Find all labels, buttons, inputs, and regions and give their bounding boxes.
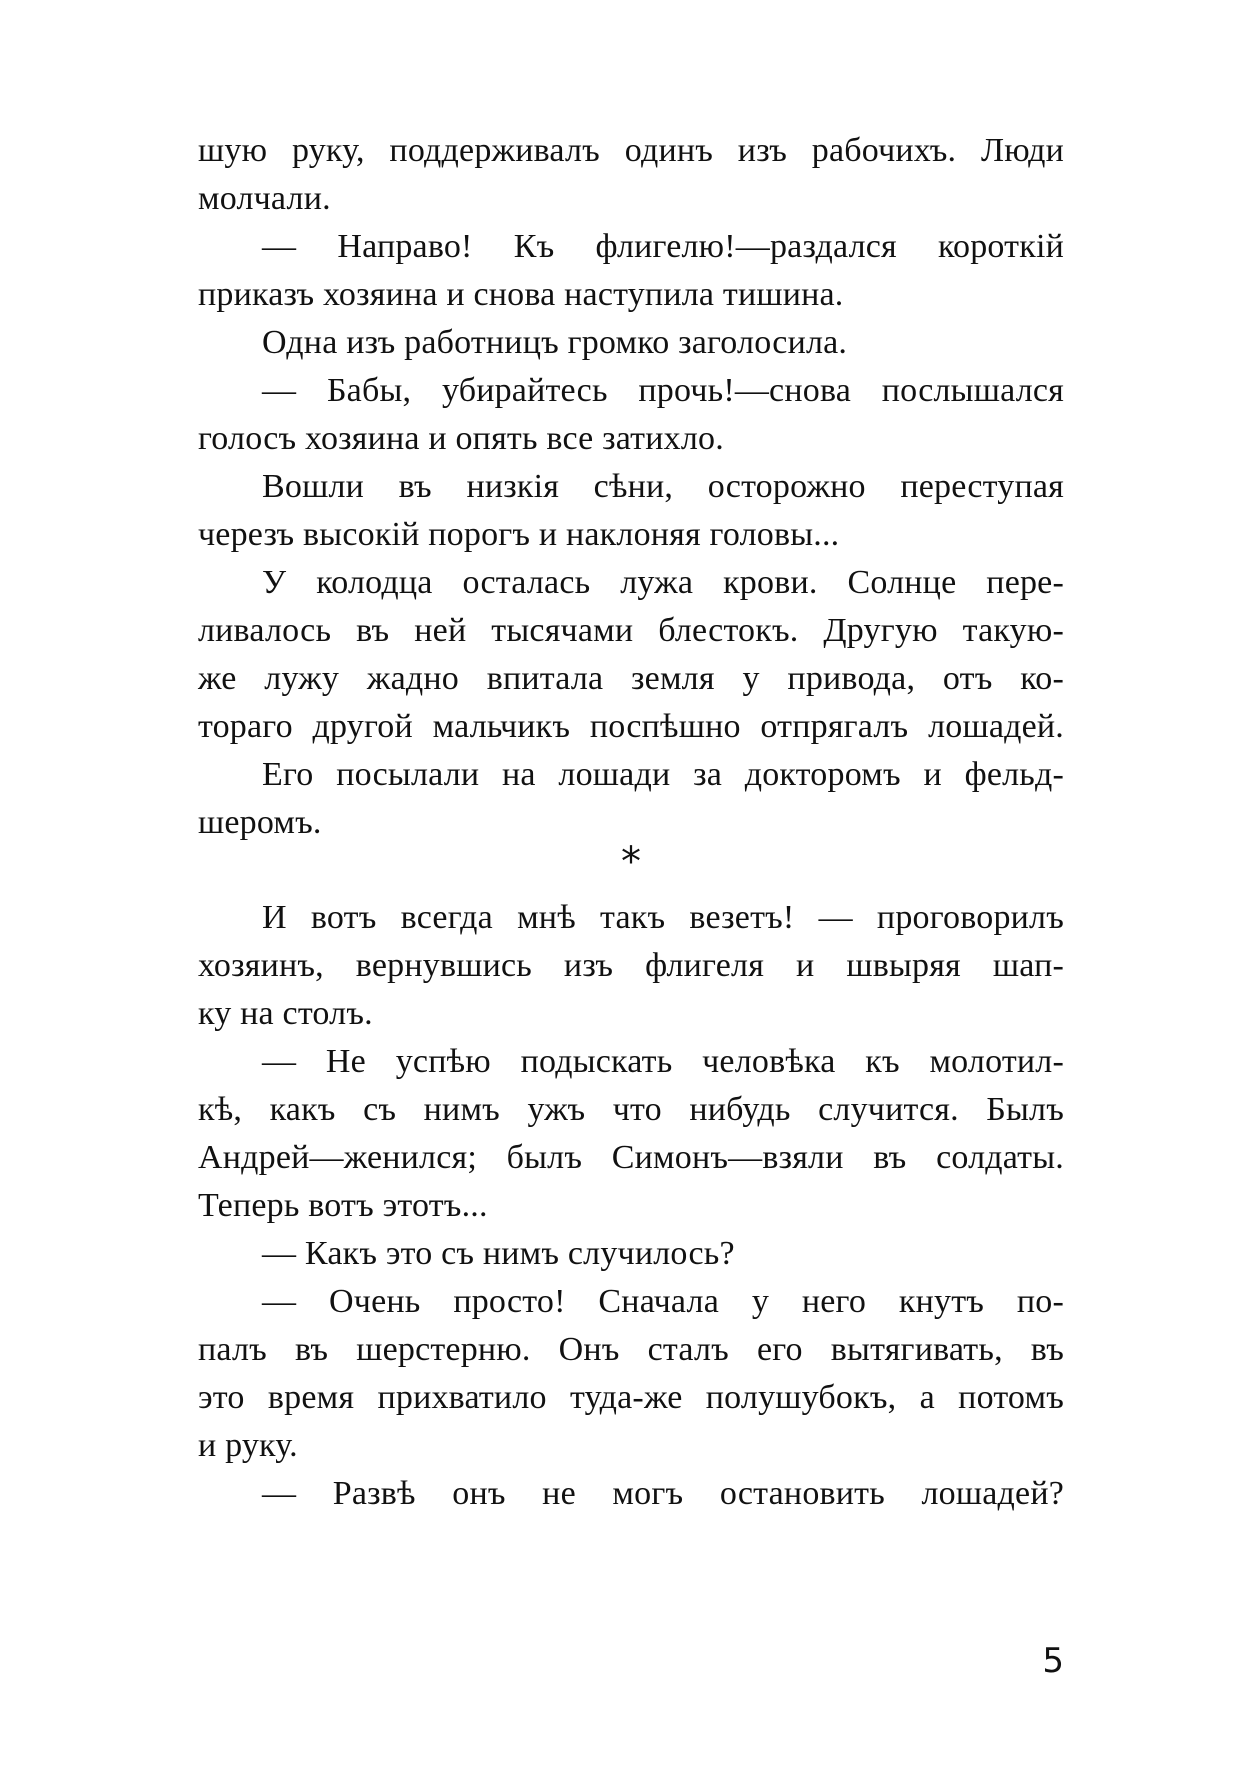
text-line: — Бабы, убирайтесь прочь!—снова послышался [262, 372, 1064, 409]
text-line: Его посылали на лошади за докторомъ и фельд- [262, 756, 1064, 793]
text-line: ливалось въ ней тысячами блестокъ. Другую такую- [198, 612, 1064, 649]
text-line: — Развѣ онъ не могъ остановить лошадей? [262, 1475, 1064, 1512]
text-line: И вотъ всегда мнѣ такъ везетъ! — проговорилъ [262, 899, 1064, 936]
text-line: же лужу жадно впитала земля у привода, отъ ко- [198, 660, 1064, 697]
text-line: голосъ хозяина и опять все затихло. [198, 420, 724, 457]
text-line: хозяинъ, вернувшись изъ флигеля и швыряя шап- [198, 947, 1064, 984]
text-line: — Очень просто! Сначала у него кнутъ по- [262, 1283, 1064, 1320]
text-line: приказъ хозяина и снова наступила тишина. [198, 276, 844, 313]
text-line: Вошли въ низкія сѣни, осторожно переступая [262, 468, 1064, 505]
text-line: это время прихватило туда-же полушубокъ, а потомъ [198, 1379, 1064, 1416]
page-number: 5 [1042, 1641, 1064, 1681]
text-line: — Не успѣю подыскать человѣка къ молотил- [262, 1043, 1064, 1080]
text-line: молчали. [198, 180, 331, 217]
text-line: Одна изъ работницъ громко заголосила. [262, 324, 848, 361]
section-separator: * [621, 839, 641, 885]
text-line: черезъ высокій порогъ и наклоняя головы... [198, 516, 840, 553]
text-line: — Направо! Къ флигелю!—раздался короткій [262, 228, 1064, 265]
text-line: шую руку, поддерживалъ одинъ изъ рабочихъ. Люди [198, 132, 1064, 169]
text-line: кѣ, какъ съ нимъ ужъ что нибудь случится. Былъ [198, 1091, 1064, 1128]
text-line: — Какъ это съ нимъ случилось? [262, 1235, 735, 1272]
text-line: шеромъ. [198, 804, 322, 841]
text-line: тораго другой мальчикъ поспѣшно отпрягалъ лошадей. [198, 708, 1064, 745]
text-line: ку на столъ. [198, 995, 373, 1032]
text-line: Теперь вотъ этотъ... [198, 1187, 488, 1224]
text-line: Андрей—женился; былъ Симонъ—взяли въ солдаты. [198, 1139, 1064, 1176]
text-line: У колодца осталась лужа крови. Солнце пере- [262, 564, 1064, 601]
text-line: палъ въ шерстерню. Онъ сталъ его вытягивать, въ [198, 1331, 1064, 1368]
text-line: и руку. [198, 1427, 298, 1464]
